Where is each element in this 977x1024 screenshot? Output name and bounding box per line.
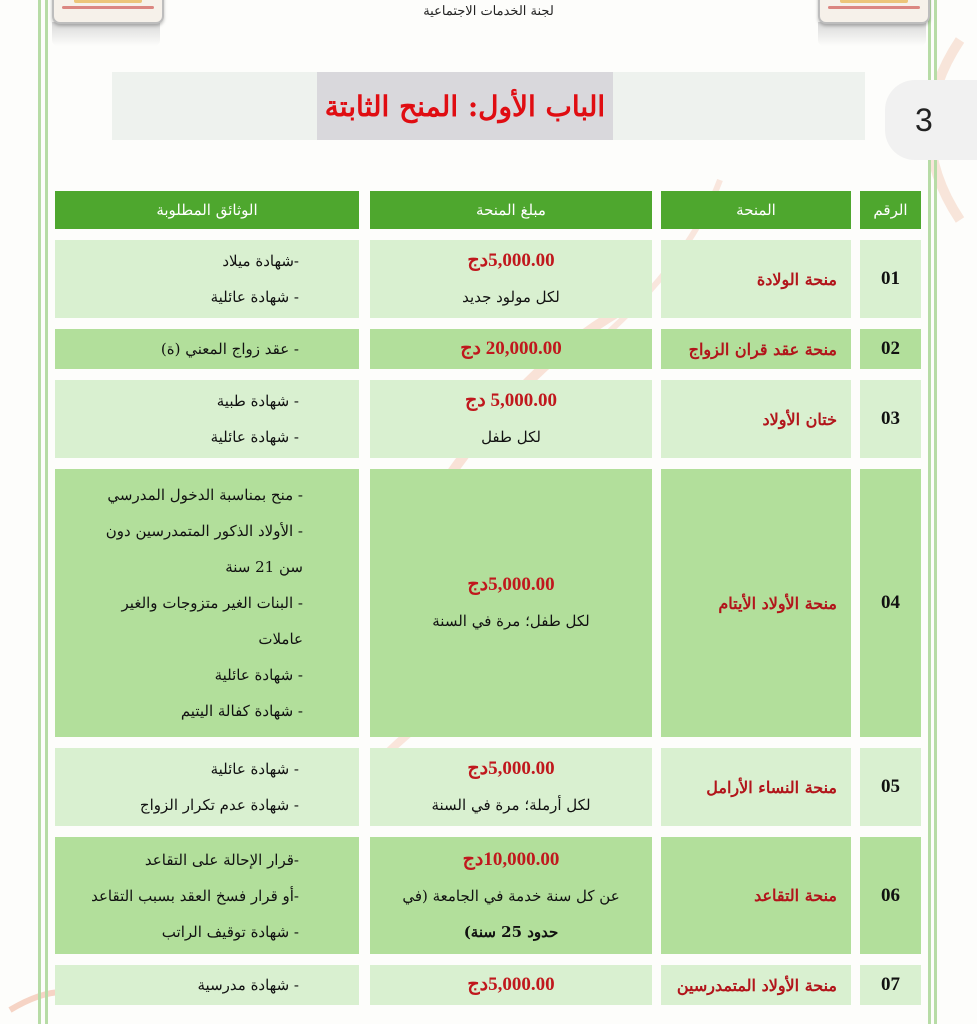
row-07-documents <box>55 965 359 1005</box>
document-item: سن 21 سنة <box>225 558 303 576</box>
row-01-number: 01 <box>860 240 921 318</box>
amount-note: لكل مولود جديد <box>462 288 560 306</box>
chapter-title: الباب الأول: المنح الثابتة <box>324 89 606 123</box>
document-item: عاملات <box>258 630 303 648</box>
chapter-title-box <box>317 72 613 140</box>
page-border-left-outer <box>38 0 41 1024</box>
row-05-grant: منحة النساء الأرامل <box>661 748 851 826</box>
row-05-documents <box>55 748 359 826</box>
document-item: - شهادة عائلية <box>210 760 299 778</box>
row-01-documents <box>55 240 359 318</box>
row-04-number: 04 <box>860 469 921 737</box>
amount-value: 20,000.00 دج <box>460 338 562 359</box>
amount-value: 5,000.00دج <box>467 250 555 271</box>
document-item: - شهادة توقيف الراتب <box>161 922 299 941</box>
column-header-amount: مبلغ المنحة <box>370 191 652 229</box>
amount-note: لكل طفل؛ مرة في السنة <box>432 612 590 630</box>
document-item: -شهادة ميلاد <box>222 252 299 270</box>
row-01-grant: منحة الولادة <box>661 240 851 318</box>
row-02-amount <box>370 329 652 369</box>
document-item: - الأولاد الذكور المتمدرسين دون <box>105 522 303 540</box>
committee-name: لجنة الخدمات الاجتماعية <box>423 4 554 19</box>
row-07-number: 07 <box>860 965 921 1005</box>
row-06-number: 06 <box>860 837 921 954</box>
row-01-amount <box>370 240 652 318</box>
page-number-badge <box>885 80 977 160</box>
row-04-grant: منحة الأولاد الأيتام <box>661 469 851 737</box>
document-item: - منح بمناسبة الدخول المدرسي <box>107 486 303 504</box>
document-item: - شهادة مدرسية <box>197 976 299 994</box>
document-item: - البنات الغير متزوجات والغير <box>121 594 303 612</box>
row-03-documents <box>55 380 359 458</box>
row-03-amount <box>370 380 652 458</box>
page-number: 3 <box>915 101 933 138</box>
row-03-grant: ختان الأولاد <box>661 380 851 458</box>
document-item: - شهادة عدم تكرار الزواج <box>139 796 299 814</box>
amount-note: لكل أرملة؛ مرة في السنة <box>431 796 591 814</box>
row-05-amount <box>370 748 652 826</box>
logo-right-reflection <box>818 22 926 46</box>
document-item: -قرار الإحالة على التقاعد <box>144 850 299 869</box>
amount-value: 5,000.00دج <box>467 574 555 595</box>
row-06-amount <box>370 837 652 954</box>
amount-note: لكل طفل <box>481 428 541 446</box>
amount-note-continued: حدود 25 سنة) <box>463 922 559 941</box>
row-03-number: 03 <box>860 380 921 458</box>
amount-value: 10,000.00دج <box>462 848 560 870</box>
amount-note: عن كل سنة خدمة في الجامعة (في <box>402 886 620 905</box>
document-item: -أو قرار فسخ العقد بسبب التقاعد <box>91 886 299 905</box>
row-06-documents <box>55 837 359 954</box>
row-04-amount <box>370 469 652 737</box>
page-border-left-inner <box>45 0 48 1024</box>
document-item: - شهادة عائلية <box>210 288 299 306</box>
document-item: - شهادة عائلية <box>210 428 299 446</box>
row-02-grant: منحة عقد قران الزواج <box>661 329 851 369</box>
document-item: - شهادة طبية <box>216 392 299 410</box>
column-header-documents: الوثائق المطلوبة <box>55 191 359 229</box>
logo-left-reflection <box>52 22 160 46</box>
document-item: - شهادة عائلية <box>214 666 303 684</box>
document-item: - شهادة كفالة اليتيم <box>180 702 303 720</box>
row-02-number: 02 <box>860 329 921 369</box>
row-04-documents <box>55 469 359 737</box>
row-05-number: 05 <box>860 748 921 826</box>
amount-value: 5,000.00دج <box>467 974 555 995</box>
row-02-documents <box>55 329 359 369</box>
column-header-grant: المنحة <box>661 191 851 229</box>
amount-value: 5,000.00 دج <box>465 390 557 411</box>
row-07-amount <box>370 965 652 1005</box>
document-item: - عقد زواج المعني (ة) <box>160 340 299 358</box>
row-06-grant: منحة التقاعد <box>661 837 851 954</box>
column-header-number: الرقم <box>860 191 921 229</box>
row-07-grant: منحة الأولاد المتمدرسين <box>661 965 851 1005</box>
amount-value: 5,000.00دج <box>467 758 555 779</box>
